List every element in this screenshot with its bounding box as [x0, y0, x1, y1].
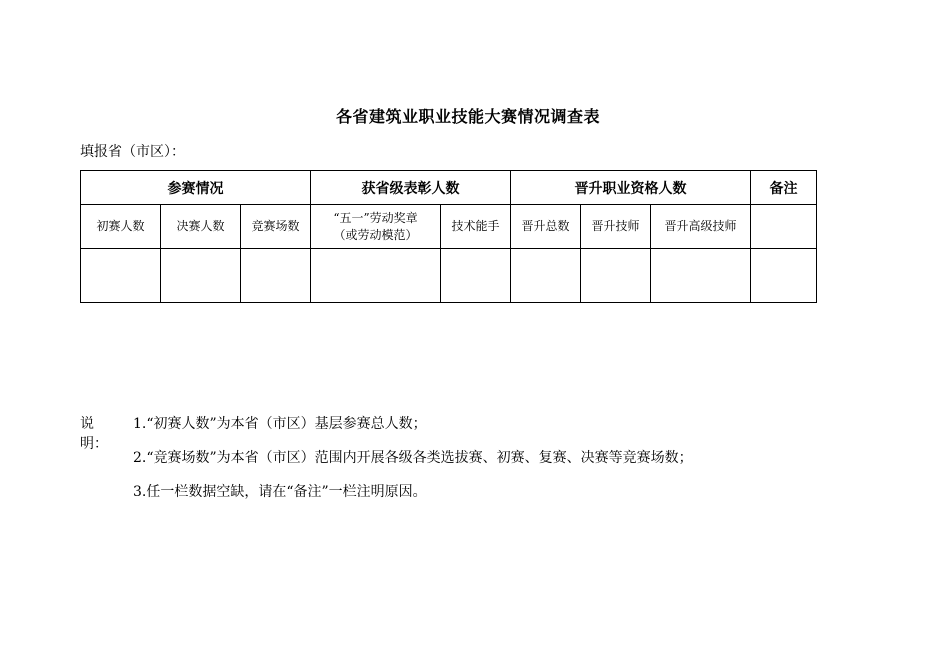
note-text-3: 3.任一栏数据空缺，请在“备注”一栏注明原因。	[133, 484, 427, 500]
header-remarks-blank	[751, 205, 817, 249]
header-qualification-promotion: 晋升职业资格人数	[511, 171, 751, 205]
data-entry-row	[81, 249, 817, 303]
header-competition-sessions: 竞赛场数	[241, 205, 311, 249]
header-promoted-technician: 晋升技师	[581, 205, 651, 249]
header-promotion-total: 晋升总数	[511, 205, 581, 249]
cell-competition-sessions[interactable]	[241, 249, 311, 303]
header-remarks: 备注	[751, 171, 817, 205]
note-text-1: 1.“初赛人数”为本省（市区）基层参赛总人数；	[133, 416, 427, 432]
sub-header-row	[81, 205, 817, 249]
cell-preliminary-count[interactable]	[81, 249, 161, 303]
cell-labor-medal[interactable]	[311, 249, 441, 303]
cell-promoted-senior-technician[interactable]	[651, 249, 751, 303]
header-final-count: 决赛人数	[161, 205, 241, 249]
cell-technical-expert[interactable]	[441, 249, 511, 303]
header-labor-medal	[311, 205, 441, 249]
header-labor-medal-line2: （或劳动模范）	[333, 227, 418, 242]
header-labor-medal-line1: “五一”劳动奖章	[333, 210, 418, 225]
header-participation: 参赛情况	[81, 171, 311, 205]
group-header-row	[81, 171, 817, 205]
survey-table	[80, 170, 817, 303]
note-text-2: 2.“竞赛场数”为本省（市区）范围内开展各级各类选拔赛、初赛、复赛、决赛等竞赛场数；	[133, 450, 693, 466]
cell-final-count[interactable]	[161, 249, 241, 303]
cell-promotion-total[interactable]	[511, 249, 581, 303]
document-title: 各省建筑业职业技能大赛情况调查表	[335, 107, 600, 126]
header-promoted-senior-technician: 晋升高级技师	[651, 205, 751, 249]
header-provincial-awards: 获省级表彰人数	[311, 171, 511, 205]
province-label: 填报省（市区）：	[80, 144, 185, 160]
cell-remarks[interactable]	[751, 249, 817, 303]
cell-promoted-technician[interactable]	[581, 249, 651, 303]
notes-label: 说明：	[80, 416, 108, 452]
header-technical-expert: 技术能手	[441, 205, 511, 249]
header-preliminary-count: 初赛人数	[81, 205, 161, 249]
